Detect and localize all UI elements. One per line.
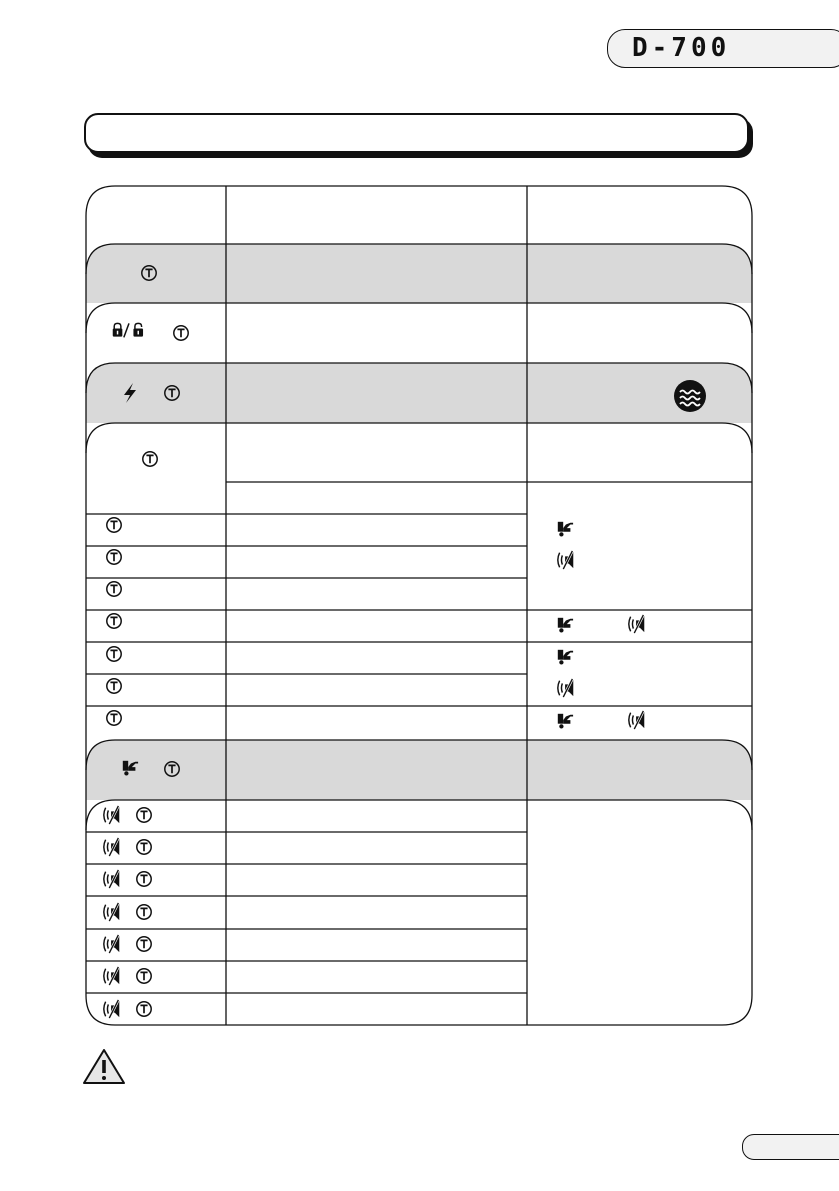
- valet-mode-icon: [674, 380, 706, 412]
- transmitter-button-icon: [107, 647, 121, 661]
- siren-mute-icon: [558, 679, 573, 697]
- transmitter-button-icon: [107, 550, 121, 564]
- car-shock-sensor-icon: [558, 618, 573, 633]
- car-shock-sensor-icon: [558, 714, 573, 729]
- model-name: D-700: [632, 33, 731, 63]
- transmitter-button-icon: [137, 969, 151, 983]
- car-shock-sensor-icon: [558, 650, 573, 665]
- car-shock-sensor-icon: [558, 522, 573, 537]
- siren-mute-icon: [104, 967, 119, 985]
- transmitter-button-icon: [137, 1002, 151, 1016]
- mute-row-icons: [104, 806, 151, 1018]
- transmitter-button-icon: [137, 840, 151, 854]
- siren-mute-icon: [629, 711, 644, 729]
- transmitter-button-icon: [137, 872, 151, 886]
- transmitter-button-icon: [107, 582, 121, 596]
- right-col-icons: [558, 522, 644, 729]
- siren-mute-icon: [104, 903, 119, 921]
- transmitter-button-icon: [107, 679, 121, 693]
- transmitter-button-icon: [107, 614, 121, 628]
- page-tab: [742, 1134, 839, 1160]
- warning-icon: [84, 1050, 124, 1083]
- transmitter-button-icon: [137, 937, 151, 951]
- siren-mute-icon: [104, 806, 119, 824]
- siren-mute-icon: [558, 551, 573, 569]
- transmitter-button-icon: [107, 518, 121, 532]
- transmitter-button-icon: [107, 711, 121, 725]
- siren-mute-icon: [104, 1000, 119, 1018]
- transmitter-button-icon: [137, 808, 151, 822]
- siren-mute-icon: [104, 935, 119, 953]
- row5-icons: [143, 452, 157, 466]
- transmitter-button-icon: [143, 452, 157, 466]
- transmitter-button-icon: [137, 905, 151, 919]
- siren-mute-icon: [629, 615, 644, 633]
- siren-mute-icon: [104, 870, 119, 888]
- siren-mute-icon: [104, 838, 119, 856]
- sub-row-icons: [107, 518, 121, 725]
